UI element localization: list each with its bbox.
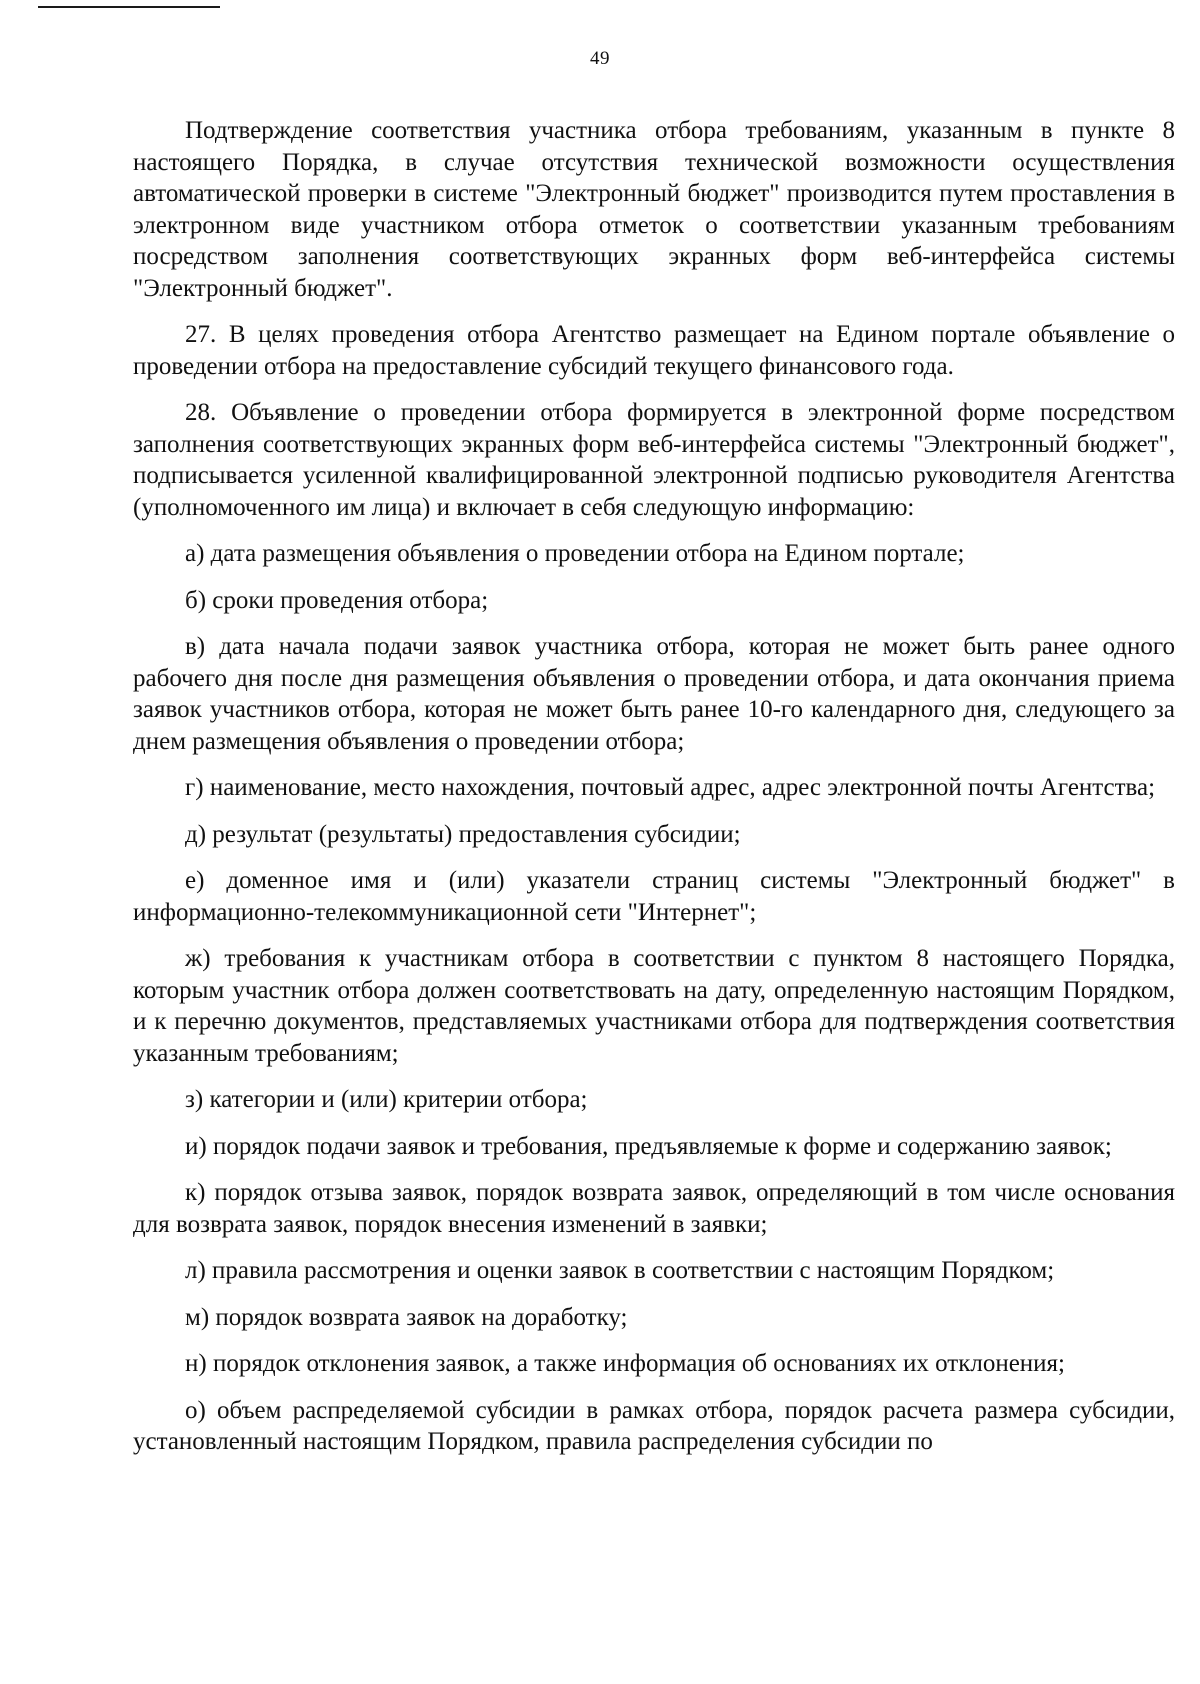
paragraph-27: 27. В целях проведения отбора Агентство размещает на Едином портале объявление о проведении отбора на предоставление субсидий текущего финансового года. xyxy=(133,321,1175,380)
list-item-i: и) порядок подачи заявок и требования, предъявляемые к форме и содержанию заявок; xyxy=(185,1132,1112,1160)
list-item-m: м) порядок возврата заявок на доработку; xyxy=(185,1303,628,1331)
paragraph-28: 28. Объявление о проведении отбора формируется в электронной форме посредством заполнения соответствующих экранных форм веб-интерфейса системы "Электронный бюджет", подписывается усиленной квалифицированной электронной подписью руководителя Агентства (уполномоченного им лица) и включает в себя следующую информацию: xyxy=(133,399,1175,521)
list-item-b: б) сроки проведения отбора; xyxy=(185,586,489,614)
paragraph-confirmation: Подтверждение соответствия участника отбора требованиям, указанным в пункте 8 настоящего Порядка, в случае отсутствия технической возможности осуществления автоматической проверки в системе "Электронный бюджет" производится путем проставления в электронном виде участником отбора отметок о соответствии указанным требованиям посредством заполнения соответствующих экранных форм веб-интерфейса системы "Электронный бюджет". xyxy=(133,117,1175,302)
top-rule xyxy=(38,6,220,8)
list-item-v: в) дата начала подачи заявок участника отбора, которая не может быть ранее одного рабочего дня после дня размещения объявления о проведении отбора, и дата окончания приема заявок участников отбора, которая не может быть ранее 10-го календарного дня, следующего за днем размещения объявления о проведении отбора; xyxy=(133,633,1175,755)
page-number: 49 xyxy=(590,48,610,69)
list-item-l: л) правила рассмотрения и оценки заявок в соответствии с настоящим Порядком; xyxy=(185,1257,1055,1284)
list-item-e: е) доменное имя и (или) указатели страниц системы "Электронный бюджет" в информационно-телекоммуникационной сети "Интернет"; xyxy=(133,867,1175,926)
list-item-o: о) объем распределяемой субсидии в рамках отбора, порядок расчета размера субсидии, установленный настоящим Порядком, правила распределения субсидии по xyxy=(133,1396,1175,1455)
document-body xyxy=(133,115,1175,1473)
list-item-a: а) дата размещения объявления о проведении отбора на Едином портале; xyxy=(185,540,965,567)
list-item-zh: ж) требования к участникам отбора в соответствии с пунктом 8 настоящего Порядка, которым участник отбора должен соответствовать на дату, определенную настоящим Порядком, и к перечню документов, представляемых участниками отбора для подтверждения соответствия указанным требованиям; xyxy=(133,945,1175,1067)
list-item-k: к) порядок отзыва заявок, порядок возврата заявок, определяющий в том числе основания для возврата заявок, порядок внесения изменений в заявки; xyxy=(133,1179,1175,1238)
list-item-d: д) результат (результаты) предоставления субсидии; xyxy=(185,820,741,848)
list-item-z: з) категории и (или) критерии отбора; xyxy=(185,1086,588,1113)
list-item-g: г) наименование, место нахождения, почтовый адрес, адрес электронной почты Агентства; xyxy=(185,774,1156,801)
list-item-n: н) порядок отклонения заявок, а также информация об основаниях их отклонения; xyxy=(185,1350,1066,1377)
